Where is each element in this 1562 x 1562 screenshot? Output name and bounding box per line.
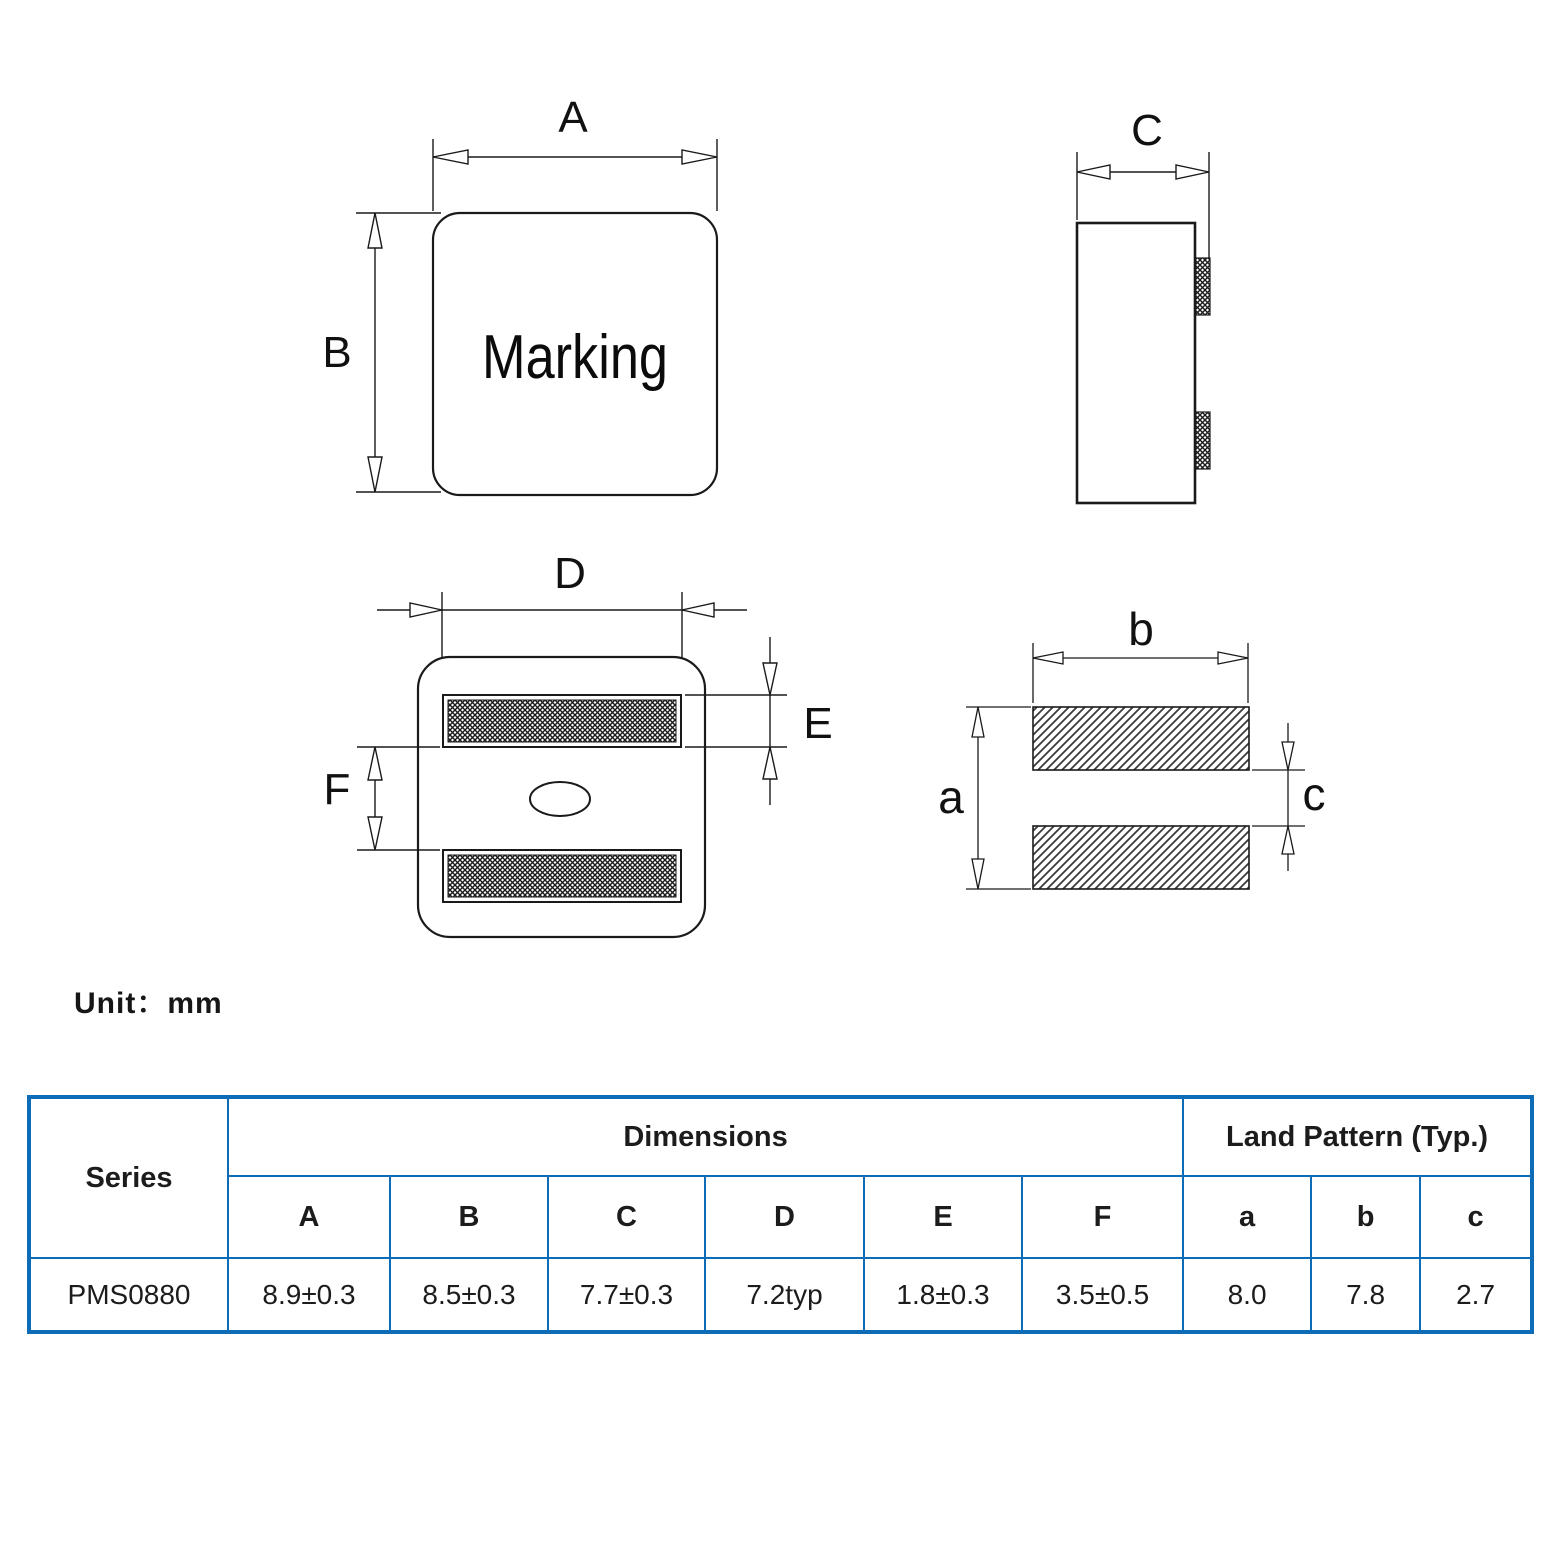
dimension-a-land <box>966 707 1031 889</box>
arrowhead <box>972 859 984 889</box>
value-b: 7.8 <box>1311 1258 1420 1332</box>
arrowhead <box>368 747 382 780</box>
terminal-bump-top <box>1195 258 1210 315</box>
orientation-mark <box>530 782 590 816</box>
arrowhead <box>1282 742 1294 770</box>
arrowhead <box>1218 652 1248 664</box>
table-col-D: D <box>705 1176 864 1258</box>
terminal-bump-bottom <box>1195 412 1210 469</box>
table-col-a: a <box>1183 1176 1311 1258</box>
dimension-label-c: c <box>1302 768 1326 820</box>
arrowhead <box>972 707 984 737</box>
table-col-B: B <box>390 1176 548 1258</box>
bottom-view-drawing <box>315 540 855 970</box>
unit-label: Unit：mm <box>74 987 223 1020</box>
table-col-b: b <box>1311 1176 1420 1258</box>
pad-top <box>443 695 681 747</box>
arrowhead <box>1282 826 1294 854</box>
value-a: 8.0 <box>1183 1258 1311 1332</box>
arrowhead <box>433 150 468 164</box>
table-col-E: E <box>864 1176 1022 1258</box>
marking-text: Marking <box>482 323 668 392</box>
table-row <box>29 1258 1532 1332</box>
dimension-label-D: D <box>554 549 586 598</box>
arrowhead <box>1033 652 1063 664</box>
table-col-c: c <box>1420 1176 1532 1258</box>
dimension-label-C: C <box>1131 106 1163 155</box>
series-value: PMS0880 <box>29 1258 228 1332</box>
land-pad-top <box>1033 707 1249 770</box>
dimension-label-A: A <box>558 93 588 142</box>
value-B: 8.5±0.3 <box>390 1258 548 1332</box>
table-header-dimensions: Dimensions <box>228 1097 1183 1176</box>
dimension-label-E: E <box>803 699 833 748</box>
table-header-land-pattern: Land Pattern (Typ.) <box>1183 1097 1532 1176</box>
dimension-c-land <box>1252 723 1305 871</box>
dimension-label-B: B <box>322 328 352 377</box>
arrowhead <box>368 457 382 492</box>
component-body-side-view <box>1077 223 1195 503</box>
arrowhead <box>410 603 442 617</box>
arrowhead <box>682 603 714 617</box>
arrowhead <box>368 213 382 248</box>
value-c: 2.7 <box>1420 1258 1532 1332</box>
table-header-series: Series <box>29 1097 228 1258</box>
dimension-b <box>356 213 441 492</box>
side-view-drawing <box>1040 95 1360 515</box>
arrowhead <box>1176 165 1209 179</box>
table-col-F: F <box>1022 1176 1183 1258</box>
dimension-label-a: a <box>938 771 964 823</box>
land-pattern-drawing <box>920 580 1365 925</box>
dimension-label-b: b <box>1128 603 1154 655</box>
arrowhead <box>368 817 382 850</box>
dimension-a <box>433 139 717 211</box>
arrowhead <box>682 150 717 164</box>
value-D: 7.2typ <box>705 1258 864 1332</box>
arrowhead <box>1077 165 1110 179</box>
value-E: 1.8±0.3 <box>864 1258 1022 1332</box>
table-col-A: A <box>228 1176 390 1258</box>
value-F: 3.5±0.5 <box>1022 1258 1183 1332</box>
dimension-label-F: F <box>323 765 351 814</box>
pad-bottom <box>443 850 681 902</box>
table-col-C: C <box>548 1176 705 1258</box>
value-C: 7.7±0.3 <box>548 1258 705 1332</box>
arrowhead <box>763 663 777 695</box>
dimensions-table <box>27 1095 1534 1334</box>
arrowhead <box>763 747 777 779</box>
top-view-drawing <box>310 90 790 510</box>
land-pad-bottom <box>1033 826 1249 889</box>
value-A: 8.9±0.3 <box>228 1258 390 1332</box>
